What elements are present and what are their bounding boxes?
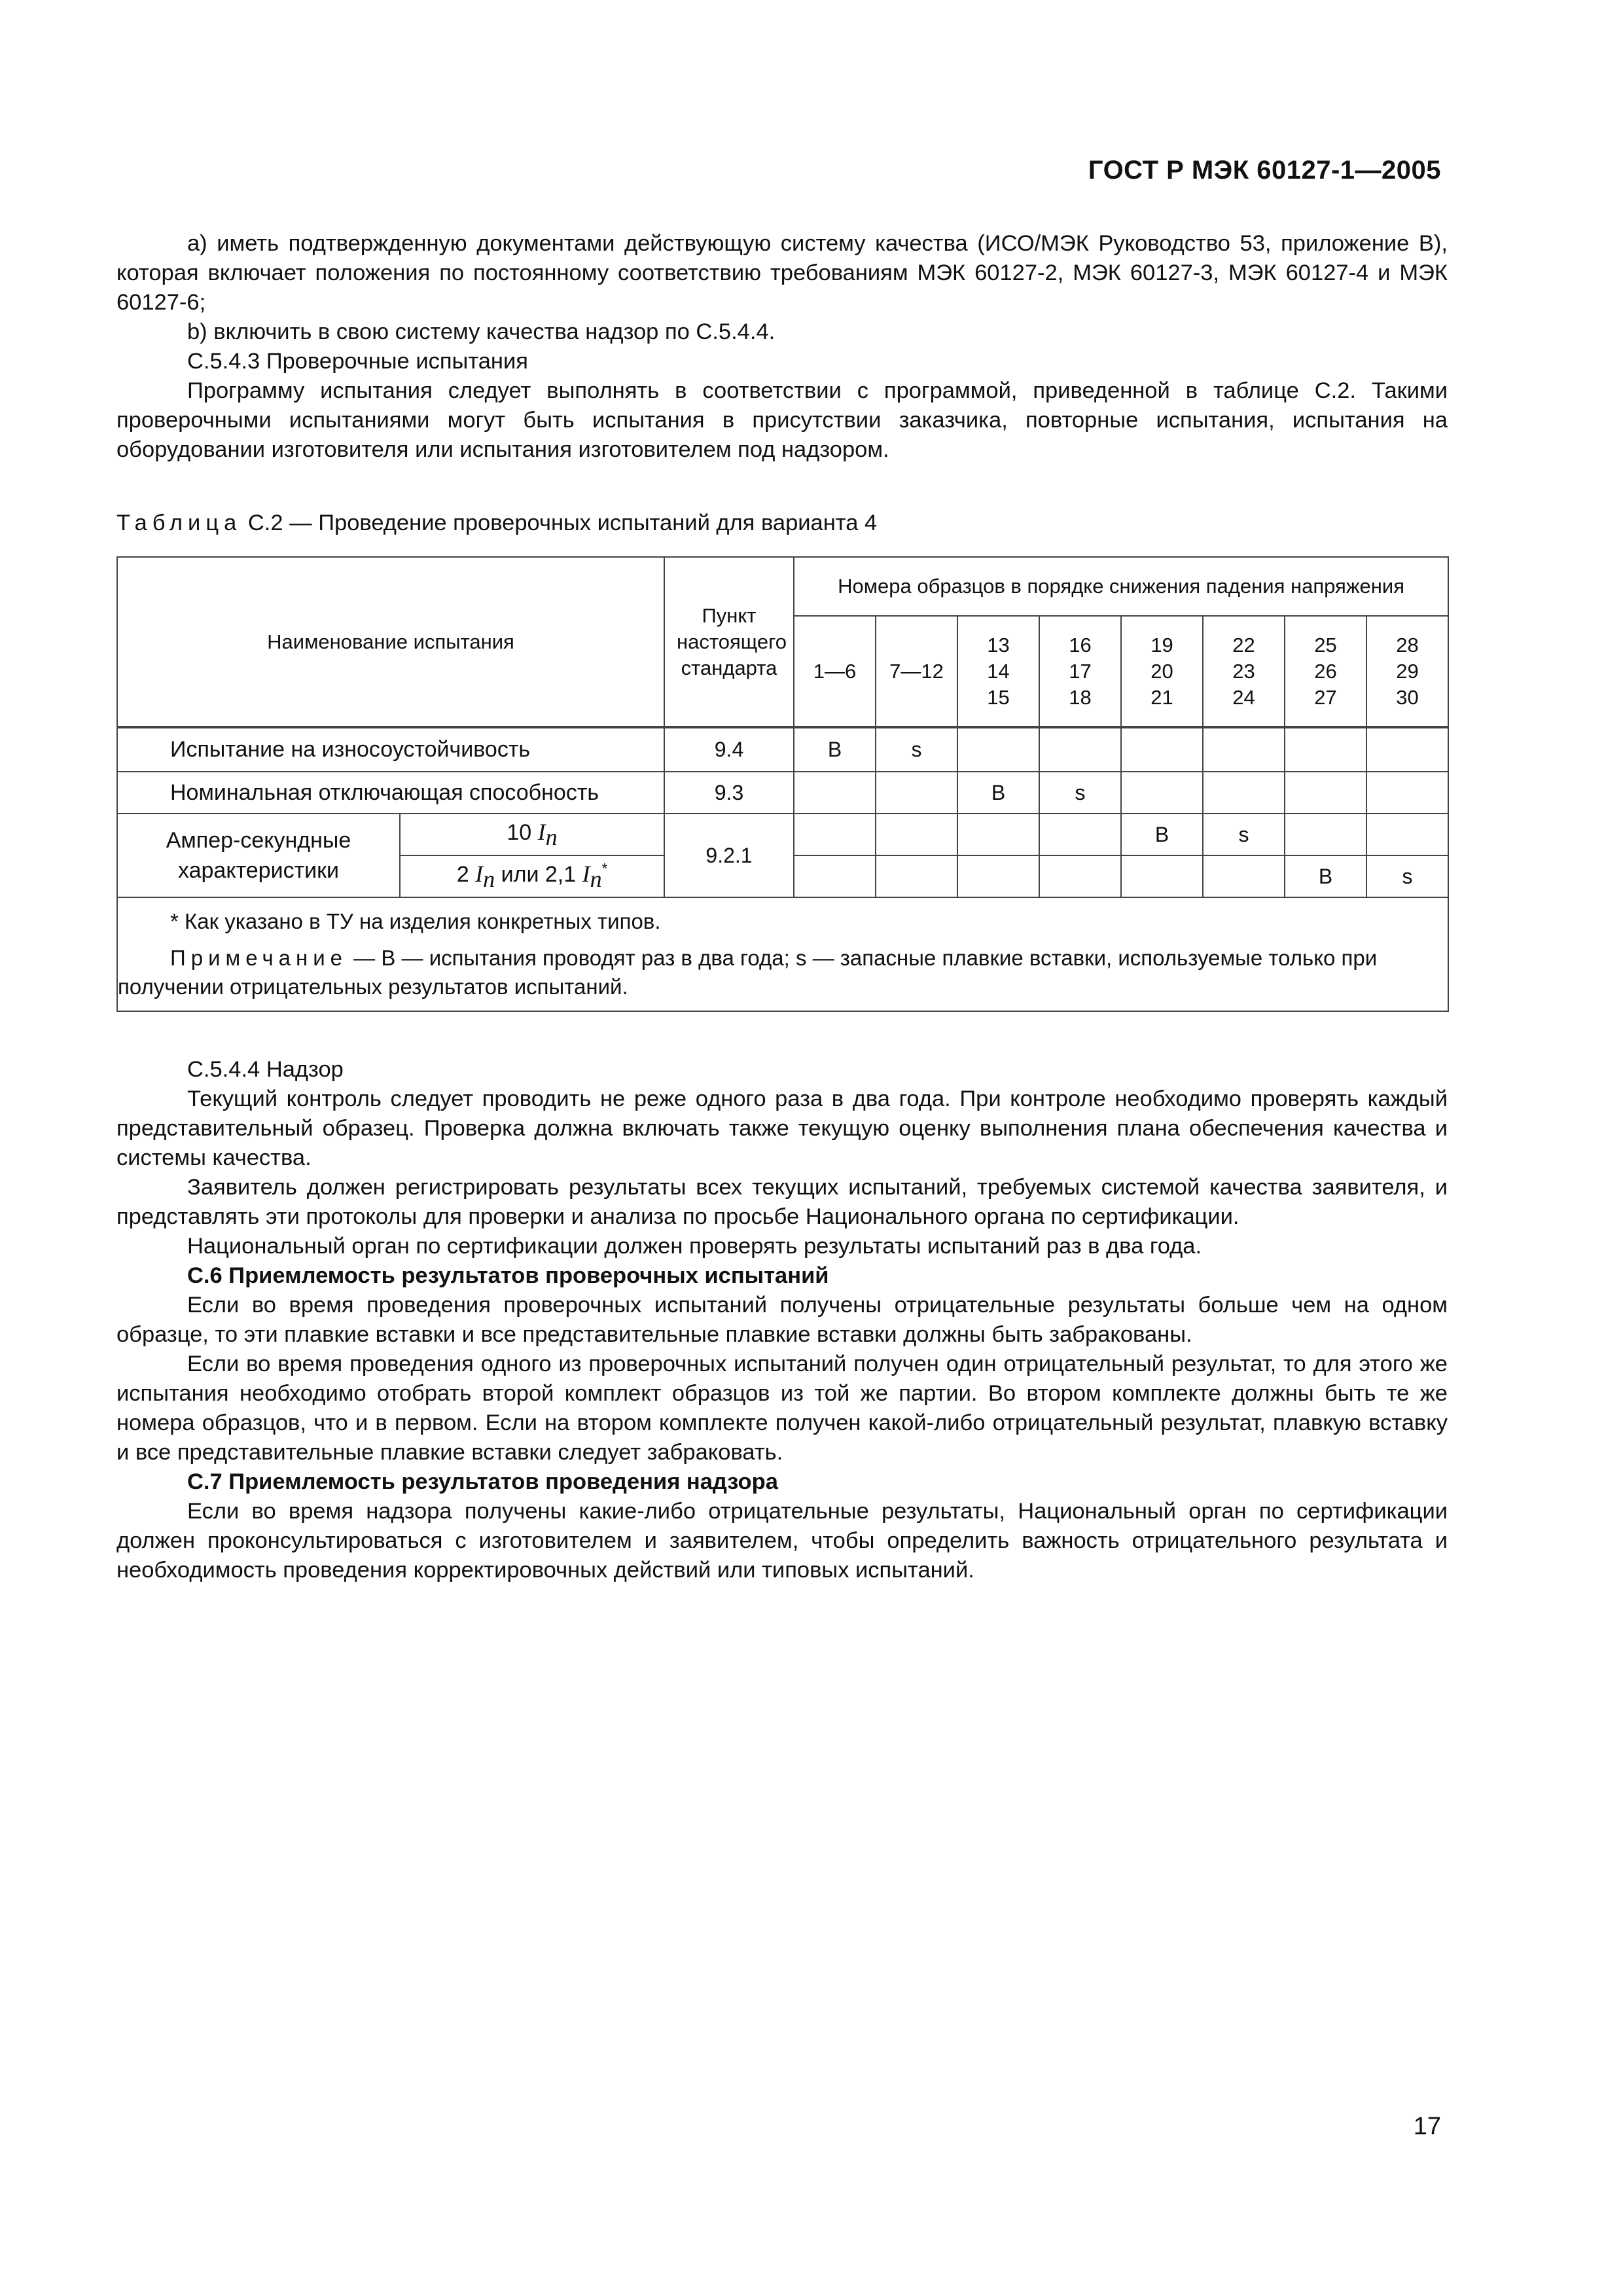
paragraph: Текущий контроль следует проводить не реже одного раза в два года. При контроле необходимо проверять каждый представительный образец. Проверка должна включать также текущую оценку выполнения плана обеспечения качества и системы качества.: [116, 1086, 1448, 1170]
clause-cell: 9.4: [664, 727, 794, 772]
tests-table: [116, 556, 1449, 1012]
sample-cell: [1366, 814, 1448, 855]
current-prefix: 2: [456, 862, 476, 888]
sample-cell: [957, 855, 1039, 897]
page-number: 17: [1413, 2113, 1441, 2140]
current-symbol: I: [582, 861, 590, 888]
sample-cell: В: [794, 727, 876, 772]
sample-cell: s: [1203, 814, 1285, 855]
sample-cell: [876, 855, 957, 897]
item-a: а) иметь подтвержденную документами действующую систему качества (ИСО/МЭК Руководство 53, приложение В), которая включает положения по постоянному соответствию требованиям МЭК 60127-2, МЭК 60127-3, МЭК 60127-4 и МЭК 60127-6;: [116, 231, 1448, 315]
sample-cell: [1121, 772, 1203, 814]
paragraph: Национальный орган по сертификации должен проверять результаты испытаний раз в два года.: [187, 1234, 1202, 1259]
intro-section: [116, 229, 1448, 465]
table-footnote: * Как указано в ТУ на изделия конкретных типов.: [170, 909, 661, 933]
amp-sec-label: Ампер-секундные характеристики: [117, 814, 400, 897]
table-notes-row: [117, 897, 1448, 1011]
current-prefix: 10: [507, 820, 538, 846]
section-c543-text: Программу испытания следует выполнять в соответствии с программой, приведенной в таблице С.2. Такими проверочными испытаниями могут быть испытания в присутствии заказчика, повторные испытания, испытания на оборудовании изготовителя или испытания изготовителем под надзором.: [116, 378, 1448, 462]
table-row: [117, 727, 1448, 772]
table-note: [118, 944, 1435, 1001]
sample-col-header: 13 14 15: [957, 616, 1039, 727]
clause-cell: 9.3: [664, 772, 794, 814]
document-header: ГОСТ Р МЭК 60127-1—2005: [1088, 156, 1441, 185]
sample-cell: [1203, 727, 1285, 772]
item-b: b) включить в свою систему качества надзор по С.5.4.4.: [187, 319, 776, 344]
sample-cell: [876, 772, 957, 814]
sample-cell: [1121, 727, 1203, 772]
sample-cell: [1203, 772, 1285, 814]
paragraph: Если во время проведения проверочных испытаний получены отрицательные результаты больше чем на одном образце, то эти плавкие вставки и все представительные плавкие вставки должны быть забракованы.: [116, 1293, 1448, 1347]
paragraph: Если во время проведения одного из проверочных испытаний получен один отрицательный результат, то для этого же испытания необходимо отобрать второй комплект образцов из той же партии. Во втором комплекте должны быть те же номера образцов, что и в первом. Если на втором комплекте получен какой-либо отрицательный результат, плавкую вставку и все представительные плавкие вставки следует забраковать.: [116, 1352, 1448, 1465]
col-header-name: Наименование испытания: [117, 557, 664, 727]
sample-col-header: 25 26 27: [1285, 616, 1366, 727]
table-caption: [116, 511, 877, 536]
paragraph: Заявитель должен регистрировать результаты всех текущих испытаний, требуемых системой качества заявителя, и представлять эти протоколы для проверки и анализа по просьбе Национального органа по сертификации.: [116, 1175, 1448, 1229]
sample-cell: В: [1121, 814, 1203, 855]
body-section: [116, 1055, 1448, 1585]
section-c7-title: С.7 Приемлемость результатов проведения надзора: [187, 1469, 778, 1494]
note-text: — В — испытания проводят раз в два года; s — запасные плавкие вставки, используемые только при получении отрицательных результатов испытаний.: [118, 946, 1378, 999]
sample-cell: [1039, 727, 1121, 772]
sample-cell: [1285, 772, 1366, 814]
sample-cell: [957, 727, 1039, 772]
current-symbol: I: [475, 861, 484, 888]
current-subscript: n: [590, 865, 602, 892]
sample-col-header: 7—12: [876, 616, 957, 727]
current-subscript: n: [545, 823, 558, 850]
sample-cell: [1121, 855, 1203, 897]
table-row: [117, 772, 1448, 814]
section-c544-title: С.5.4.4 Надзор: [187, 1057, 344, 1082]
sample-cell: [1203, 855, 1285, 897]
test-name: Испытание на износоустойчивость: [117, 727, 664, 772]
current-mid: или 2,1: [495, 862, 582, 888]
table-row: [117, 814, 1448, 855]
sample-col-header: 16 17 18: [1039, 616, 1121, 727]
col-header-samples: Номера образцов в порядке снижения падения напряжения: [794, 557, 1448, 616]
test-name: Номинальная отключающая способность: [117, 772, 664, 814]
section-c6-title: С.6 Приемлемость результатов проверочных испытаний: [187, 1263, 829, 1288]
sample-col-header: 19 20 21: [1121, 616, 1203, 727]
current-10in: [400, 814, 664, 855]
sample-cell: s: [1366, 855, 1448, 897]
sample-cell: [1039, 814, 1121, 855]
table-caption-word: Таблица: [116, 511, 242, 535]
footnote-mark: *: [601, 860, 608, 877]
sample-cell: s: [1039, 772, 1121, 814]
sample-cell: В: [1285, 855, 1366, 897]
col-header-clause: Пункт настоящего стандарта: [664, 557, 794, 727]
paragraph: Если во время надзора получены какие-либо отрицательные результаты, Национальный орган по сертификации должен проконсультироваться с изготовителем и заявителем, чтобы определить важность отрицательного результата и необходимость проведения корректировочных действий или типовых испытаний.: [116, 1499, 1448, 1583]
clause-cell: 9.2.1: [664, 814, 794, 897]
table-caption-title: С.2 — Проведение проверочных испытаний для варианта 4: [241, 511, 878, 535]
sample-col-header: 28 29 30: [1366, 616, 1448, 727]
current-subscript: n: [483, 865, 495, 892]
sample-cell: [1366, 727, 1448, 772]
sample-cell: [794, 814, 876, 855]
sample-cell: [1285, 814, 1366, 855]
sample-cell: [1039, 855, 1121, 897]
section-c543-title: С.5.4.3 Проверочные испытания: [187, 349, 528, 374]
sample-cell: [1285, 727, 1366, 772]
sample-cell: [1366, 772, 1448, 814]
sample-cell: s: [876, 727, 957, 772]
current-2in: [400, 855, 664, 897]
note-word: Примечание: [170, 946, 348, 970]
current-symbol: I: [537, 819, 546, 846]
sample-col-header: 1—6: [794, 616, 876, 727]
sample-cell: [794, 855, 876, 897]
sample-cell: [876, 814, 957, 855]
sample-col-header: 22 23 24: [1203, 616, 1285, 727]
sample-cell: [957, 814, 1039, 855]
sample-cell: В: [957, 772, 1039, 814]
table-notes: [117, 897, 1448, 1011]
sample-cell: [794, 772, 876, 814]
